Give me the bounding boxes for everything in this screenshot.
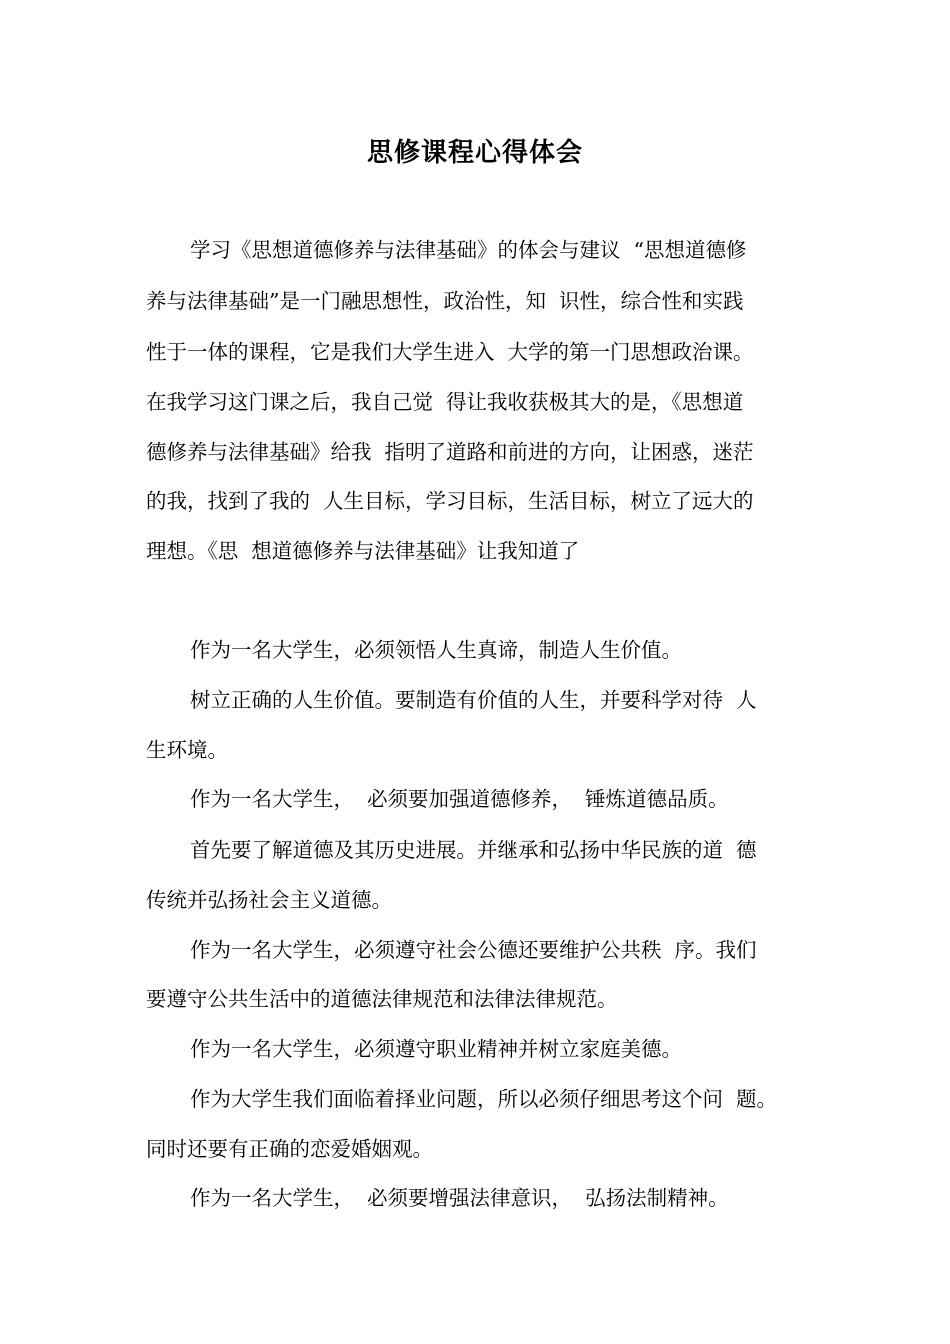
paragraph-line: 传统并弘扬社会主义道德。 [146,888,392,912]
paragraph-line: 德修养与法律基础》给我 指明了道路和前进的方向，让困惑，迷茫 [146,440,754,464]
paragraph-line: 作为一名大学生，必须领悟人生真谛，制造人生价值。 [190,638,682,662]
document-title: 思修课程心得体会 [366,138,583,168]
paragraph-line: 作为大学生我们面临着择业问题，所以必须仔细思考这个问 题。 [190,1087,778,1111]
paragraph-line: 理想。《思 想道德修养与法律基础》让我知道了 [146,539,580,563]
paragraph-line: 学习《思想道德修养与法律基础》的体会与建议 “思想道德修 [190,238,747,262]
paragraph-line: 要遵守公共生活中的道德法律规范和法律法律规范。 [146,987,618,1011]
paragraph-line: 在我学习这门课之后，我自己觉 得让我收获极其大的是，《思想道 [146,390,744,414]
paragraph-line: 作为一名大学生，必须遵守职业精神并树立家庭美德。 [190,1037,682,1061]
paragraph-line: 首先要了解道德及其历史进展。并继承和弘扬中华民族的道 德 [190,838,757,862]
paragraph-line: 树立正确的人生价值。要制造有价值的人生，并要科学对待 人 [190,688,757,712]
paragraph-line: 的我，找到了我的 人生目标，学习目标，生活目标，树立了远大的 [146,489,754,513]
paragraph-line: 生环境。 [146,738,228,762]
paragraph-line: 作为一名大学生， 必须要加强道德修养， 锤炼道德品质。 [190,787,729,811]
paragraph-line: 性于一体的课程，它是我们大学生进入 大学的第一门思想政治课。 [146,340,754,364]
paragraph-line: 养与法律基础”是一门融思想性，政治性，知 识性，综合性和实践 [146,289,744,313]
paragraph-line: 作为一名大学生，必须遵守社会公德还要维护公共秩 序。我们 [190,938,757,962]
paragraph-line: 作为一名大学生， 必须要增强法律意识， 弘扬法制精神。 [190,1186,729,1210]
paragraph-line: 同时还要有正确的恋爱婚姻观。 [146,1137,433,1161]
